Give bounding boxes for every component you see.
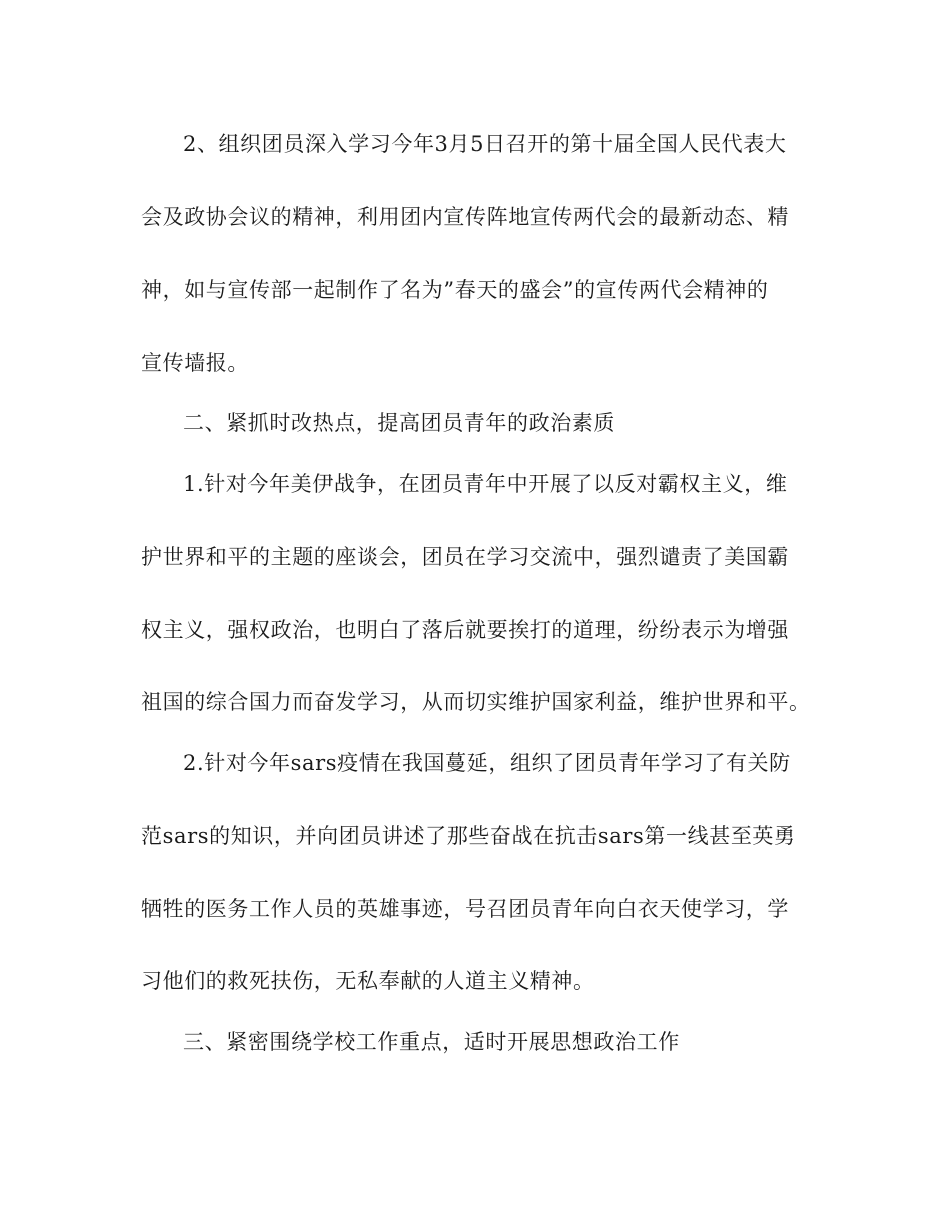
paragraph-1-line-3: 神，如与宣传部一起制作了名为”春天的盛会”的宣传两代会精神的 (141, 278, 769, 302)
paragraph-3-line-3: 牺牲的医务工作人员的英雄事迹，号召团员青年向白衣天使学习，学 (141, 897, 789, 921)
paragraph-1-line-1: 2、组织团员深入学习今年3月5日召开的第十届全国人民代表大 (183, 132, 787, 156)
paragraph-3-line-4: 习他们的救死扶伤，无私奉献的人道主义精神。 (141, 969, 595, 993)
section-heading-2: 二、紧抓时改热点，提高团员青年的政治素质 (183, 411, 615, 435)
section-heading-3: 三、紧密围绕学校工作重点，适时开展思想政治工作 (183, 1030, 680, 1054)
paragraph-2-line-3: 权主义，强权政治，也明白了落后就要挨打的道理，纷纷表示为增强 (141, 618, 789, 642)
paragraph-1-line-2: 会及政协会议的精神，利用团内宣传阵地宣传两代会的最新动态、精 (141, 205, 789, 229)
paragraph-3-line-2: 范sars的知识，并向团员讲述了那些奋战在抗击sars第一线甚至英勇 (141, 824, 796, 848)
paragraph-3-line-1: 2.针对今年sars疫情在我国蔓延，组织了团员青年学习了有关防 (183, 751, 791, 775)
paragraph-2-line-1: 1.针对今年美伊战争，在团员青年中开展了以反对霸权主义，维 (183, 472, 788, 496)
paragraph-2-line-4: 祖国的综合国力而奋发学习，从而切实维护国家利益，维护世界和平。 (141, 690, 811, 714)
paragraph-1-line-4: 宣传墙报。 (141, 351, 249, 375)
paragraph-2-line-2: 护世界和平的主题的座谈会，团员在学习交流中，强烈谴责了美国霸 (141, 545, 789, 569)
